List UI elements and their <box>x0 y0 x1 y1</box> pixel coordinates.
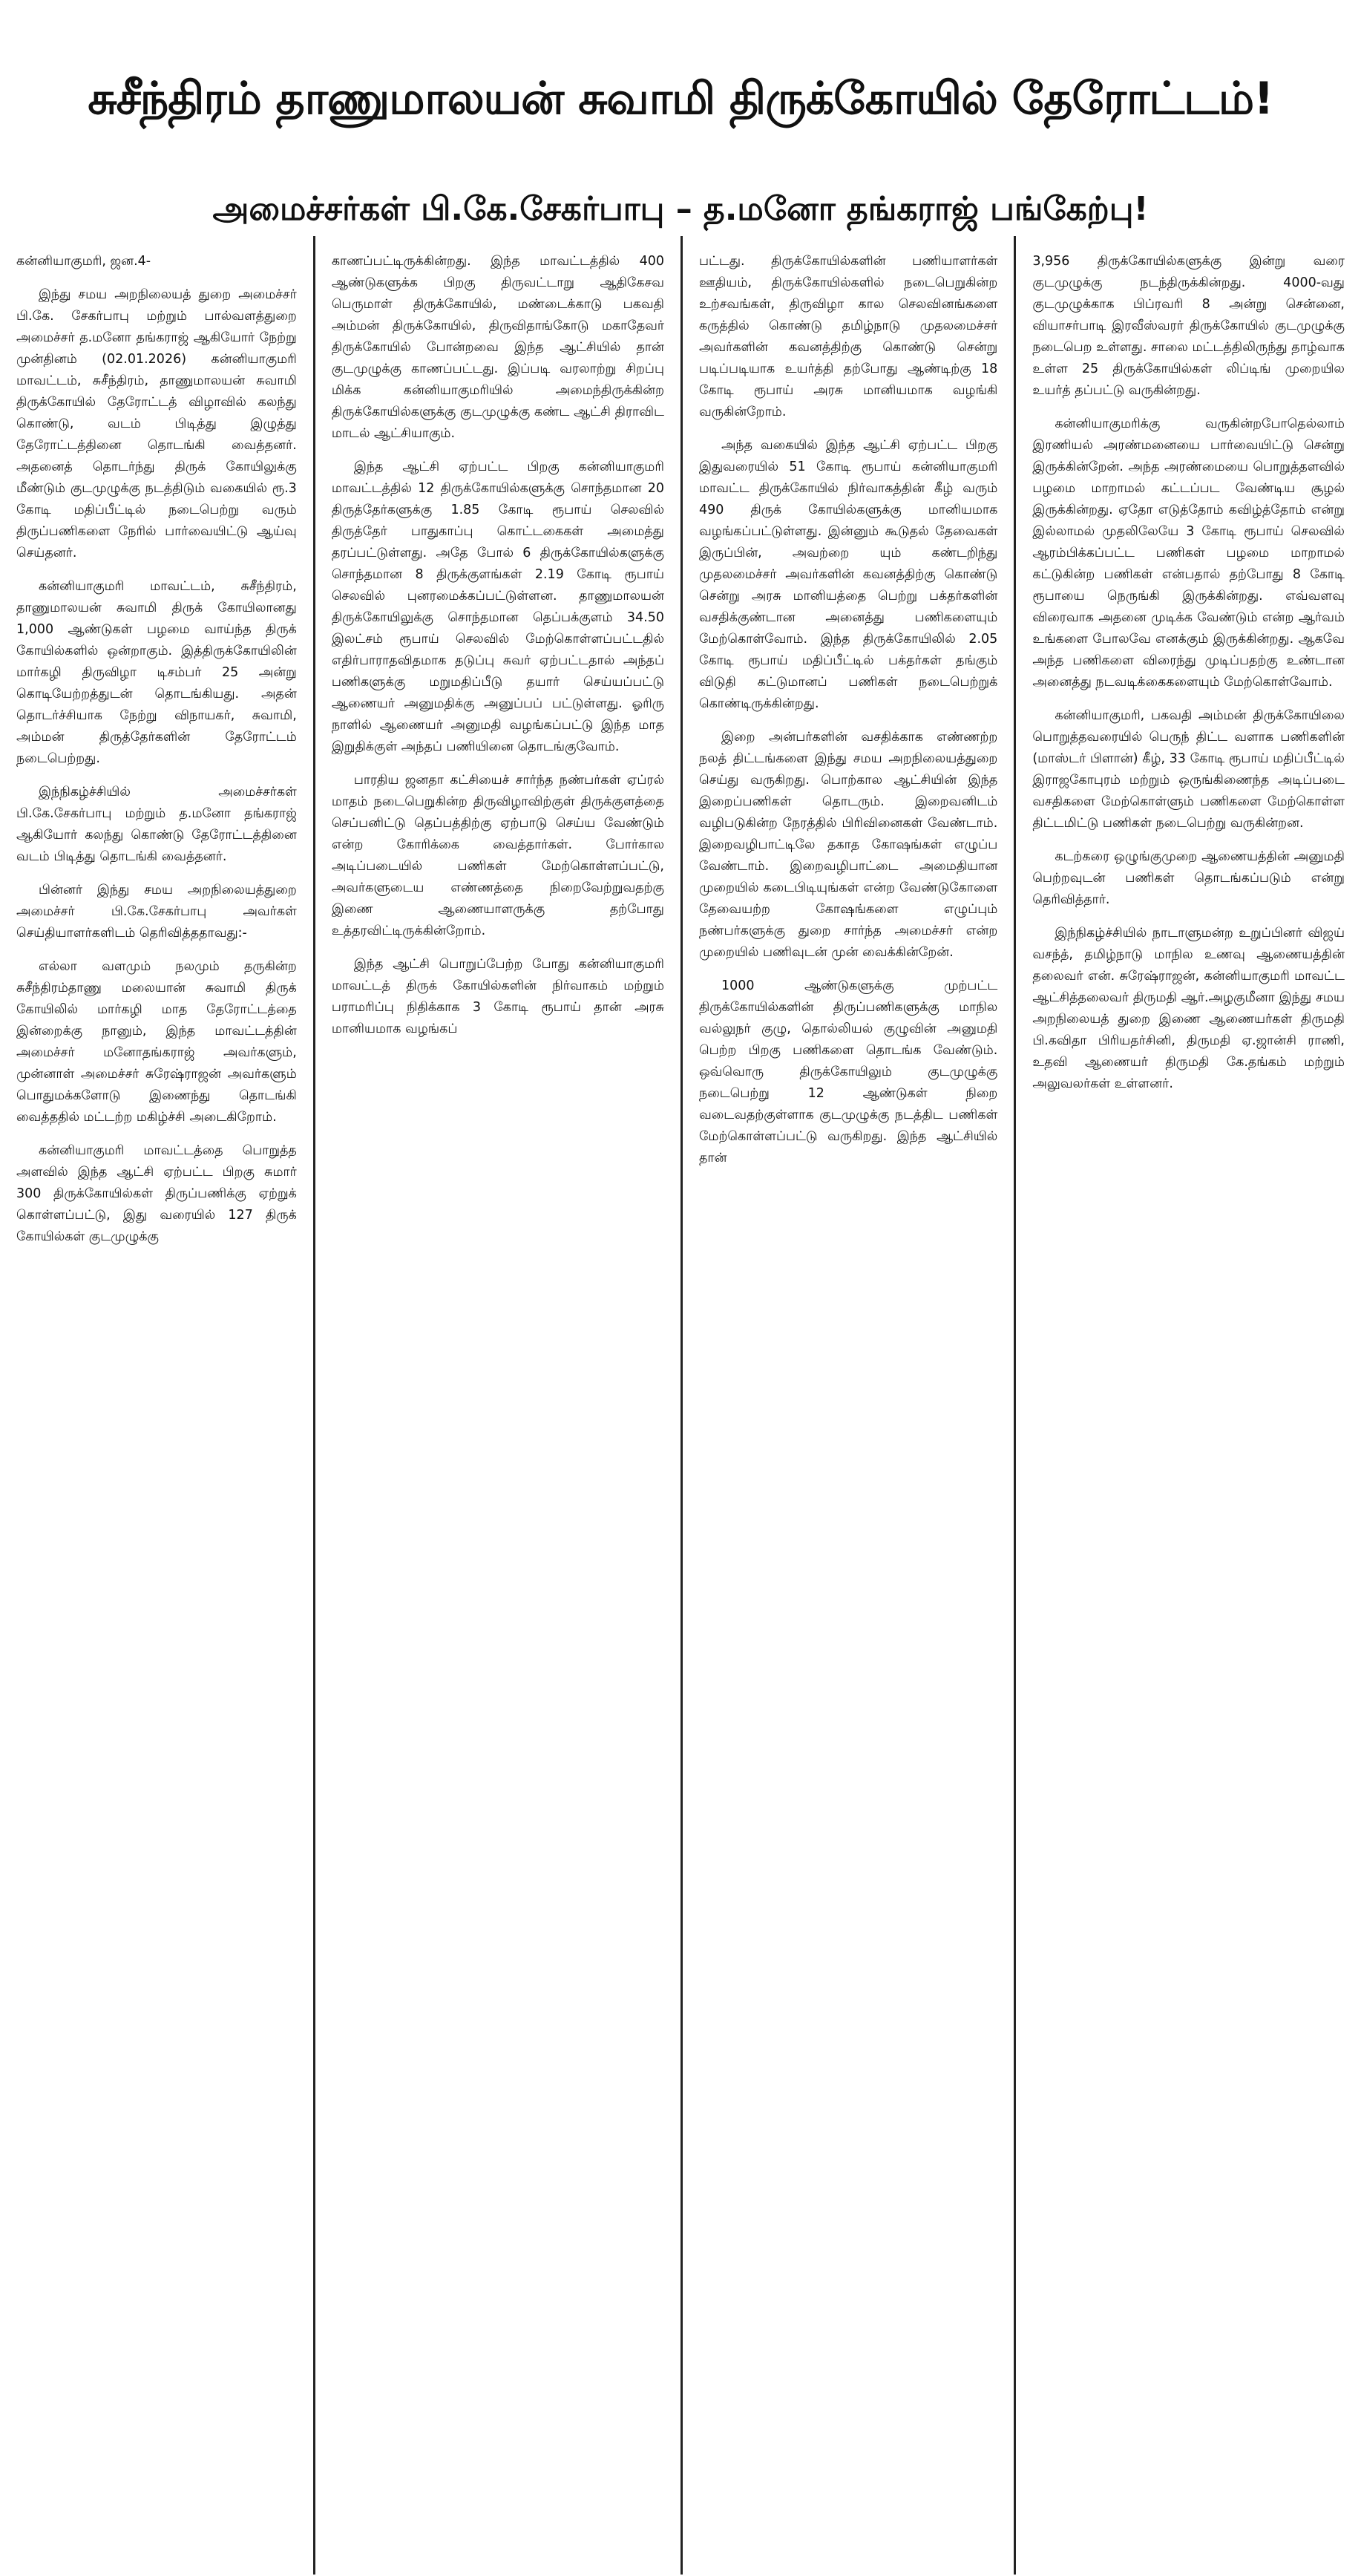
paragraph: அந்த வகையில் இந்த ஆட்சி ஏற்பட்ட பிறகு இதுவரையில் 51 கோடி ரூபாய் கன்னியாகுமரி மாவட்ட திருக்கோயில் நிர்வாகத்தின் கீழ் வரும் 490 திருக் கோயில்களுக்கு மானியமாக வழங்கப்பட்டுள்ளது. இன்னும் கூடுதல் தேவைகள் இருப்பின், அவற்றை யும் கண்டறிந்து முதலமைச்சர் அவர்களின் கவனத்திற்கு கொண்டு சென்று அரசு மானியத்தை பெற்று பக்தர்களின் வசதிக்குண்டான அனைத்து பணிகளையும் மேற்கொள்வோம். இந்த திருக்கோயிலில் 2.05 கோடி ரூபாய் மதிப்பீட்டில் பக்தர்கள் தங்கும் விடுதி கட்டுமானப் பணிகள் நடைபெற்றுக் கொண்டிருக்கின்றது. <box>698 438 998 711</box>
paragraph: இந்நிகழ்ச்சியில் நாடாளுமன்ற உறுப்பினர் விஜய் வசந்த், தமிழ்நாடு மாநில உணவு ஆணையத்தின் தலைவர் என். சுரேஷ்ராஜன், கன்னியாகுமரி மாவட்ட ஆட்சித்தலைவர் திருமதி ஆர்.அழகுமீனா இந்து சமய அறநிலையத் துறை இணை ஆணையர்கள் திருமதி பி.கவிதா பிரியதர்சினி, திருமதி ஏ.ஜான்சி ராணி, உதவி ஆணையர் திருமதி கே.தங்கம் மற்றும் அலுவலர்கள் உள்ளனர். <box>1032 926 1345 1091</box>
paragraph: இந்து சமய அறநிலையத் துறை அமைச்சர் பி.கே. சேகர்பாபு மற்றும் பால்வளத்துறை அமைச்சர் த.மனோ தங்கராஜ் ஆகியோர் நேற்று முன்தினம் (02.01.2026) கன்னியாகுமரி மாவட்டம், சுசீந்திரம், தாணுமாலயன் சுவாமி திருக்கோயில் தேரோட்டத் விழாவில் கலந்து கொண்டு, வடம் பிடித்து இழுத்து தேரோட்டத்தினை தொடங்கி வைத்தனர். அதனைத் தொடர்ந்து திருக் கோயிலுக்கு மீண்டும் குடமுழுக்கு நடத்திடும் வகையில் ரூ.3 கோடி மதிப்பீட்டில் நடைபெற்று வரும் திருப்பணிகளை நேரில் பார்வையிட்டு ஆய்வு செய்தனர். <box>16 287 297 560</box>
paragraph: கன்னியாகுமரி மாவட்டம், சுசீந்திரம், தாணுமாலயன் சுவாமி திருக் கோயிலானது 1,000 ஆண்டுகள் பழமை வாய்ந்த திருக் கோயில்களில் ஒன்றாகும். இத்திருக்கோயிலின் மார்கழி திருவிழா டிசம்பர் 25 அன்று கொடியேற்றத்துடன் தொடங்கியது. அதன் தொடர்ச்சியாக நேற்று விநாயகர், சுவாமி, அம்மன் திருத்தேர்களின் தேரோட்டம் நடைபெற்றது. <box>16 579 297 766</box>
column-3 <box>680 236 1014 2575</box>
paragraph: இந்நிகழ்ச்சியில் அமைச்சர்கள் பி.கே.சேகர்பாபு மற்றும் த.மனோ தங்கராஜ் ஆகியோர் கலந்து கொண்டு தேரோட்டத்தினை வடம் பிடித்து தொடங்கி வைத்தனர். <box>16 785 297 864</box>
paragraph: கன்னியாகுமரி, பகவதி அம்மன் திருக்கோயிலை பொறுத்தவரையில் பெருந் திட்ட வளாக பணிகளின் (மாஸ்டர் பிளான்) கீழ், 33 கோடி ரூபாய் மதிப்பீட்டில் இராஜகோபுரம் மற்றும் ஒருங்கிணைந்த அடிப்படை வசதிகளை மேற்கொள்ளும் பணிகளை மேற்கொள்ள திட்டமிட்டு பணிகள் நடைபெற்று வருகின்றன. <box>1032 708 1345 831</box>
column-4 <box>1014 236 1361 2575</box>
dateline: கன்னியாகுமரி, ஜன.4- <box>16 254 151 269</box>
subheadline: அமைச்சர்கள் பி.கே.சேகர்பாபு – த.மனோ தங்கராஜ் பங்கேற்பு! <box>212 189 1149 228</box>
paragraph: 3,956 திருக்கோயில்களுக்கு இன்று வரை குடமுழுக்கு நடந்திருக்கின்றது. 4000-வது குடமுழுக்காக பிப்ரவரி 8 அன்று சென்னை, வியாசர்பாடி இரவீஸ்வரர் திருக்கோயில் குடமுழுக்கு நடைபெற உள்ளது. சாலை மட்டத்திலிருந்து தாழ்வாக உள்ள 25 திருக்கோயில்கள் லிப்டிங் முறையில உயர்த் தப்பட்டு வருகின்றது. <box>1032 254 1345 398</box>
paragraph: கன்னியாகுமரிக்கு வருகின்றபோதெல்லாம் இரணியல் அரண்மனையை பார்வையிட்டு சென்று இருக்கின்றேன். அந்த அரண்மையை பொறுத்தளவில் பழமை மாறாமல் கட்டப்பட வேண்டிய சூழல் இருக்கின்றது. ஏதோ எடுத்தோம் கவிழ்த்தோம் என்று இல்லாமல் முதலிலேயே 3 கோடி ரூபாய் செலவில் ஆரம்பிக்கப்பட்ட பணிகள் பழமை மாறாமல் கட்டுகின்ற பணிகள் என்பதால் தற்போது 8 கோடி ரூபாயை நெருங்கி இருக்கின்றது. எவ்வளவு விரைவாக அதனை முடிக்க வேண்டும் என்ற ஆர்வம் உங்களை போலவே எனக்கும் இருக்கின்றது. ஆகவே அந்த பணிகளை விரைந்து முடிப்பதற்கு உண்டான அனைத்து நடவடிக்கைகளையும் மேற்கொள்வோம். <box>1032 416 1345 690</box>
paragraph: இந்த ஆட்சி ஏற்பட்ட பிறகு கன்னியாகுமரி மாவட்டத்தில் 12 திருக்கோயில்களுக்கு சொந்தமான 20 திருத்தேர்களுக்கு 1.85 கோடி ரூபாய் செலவில் திருத்தேர் பாதுகாப்பு கொட்டகைகள் அமைத்து தரப்பட்டுள்ளது. அதே போல் 6 திருக்கோயில்களுக்கு சொந்தமான 8 திருக்குளங்கள் 2.19 கோடி ரூபாய் செலவில் புனரமைக்கப்பட்டுள்ளன. தாணுமாலயன் திருக்கோயிலுக்கு சொந்தமான தெப்பக்குளம் 34.50 இலட்சம் ரூபாய் செலவில் மேற்கொள்ளப்பட்டதில் எதிர்பாராதவிதமாக தடுப்பு சுவர் ஏற்பட்டதால் அந்தப் பணிகளுக்கு மறுமதிப்பீடு தயார் செய்யப்பட்டு ஆணையர் அனுமதிக்கு அனுப்பப் பட்டுள்ளது. ஓரிரு நாளில் ஆணையர் அனுமதி வழங்கப்பட்டு இந்த மாத இறுதிக்குள் அந்தப் பணியினை தொடங்குவோம். <box>331 460 664 754</box>
paragraph: பின்னர் இந்து சமய அறநிலையத்துறை அமைச்சர் பி.கே.சேகர்பாபு அவர்கள் செய்தியாளர்களிடம் தெரிவித்ததாவது:- <box>16 883 297 941</box>
headline: சுசீந்திரம் தாணுமாலயன் சுவாமி திருக்கோயில் தேரோட்டம்! <box>88 73 1273 125</box>
paragraph: கன்னியாகுமரி மாவட்டத்தை பொறுத்த அளவில் இந்த ஆட்சி ஏற்பட்ட பிறகு சுமார் 300 திருக்கோயில்கள் திருப்பணிக்கு ஏற்றுக் கொள்ளப்பட்டு, இது வரையில் 127 திருக் கோயில்கள் குடமுழுக்கு <box>16 1143 297 1244</box>
column-1 <box>0 236 313 2575</box>
paragraph: இந்த ஆட்சி பொறுப்பேற்ற போது கன்னியாகுமரி மாவட்டத் திருக் கோயில்களின் நிர்வாகம் மற்றும் பராமரிப்பு நிதிக்காக 3 கோடி ரூபாய் தான் அரசு மானியமாக வழங்கப் <box>331 957 664 1036</box>
paragraph: எல்லா வளமும் நலமும் தருகின்ற சுசீந்திரம்தாணு மலையான் சுவாமி திருக் கோயிலில் மார்கழி மாத தேரோட்டத்தை இன்றைக்கு நானும், இந்த மாவட்டத்தின் அமைச்சர் மனோதங்கராஜ் அவர்களும், முன்னாள் அமைச்சர் சுரேஷ்ராஜன் அவர்களும் பொதுமக்களோடு இணைந்து தொடங்கி வைத்ததில் மட்டற்ற மகிழ்ச்சி அடைகிறோம். <box>16 959 297 1125</box>
paragraph: பாரதிய ஜனதா கட்சியைச் சார்ந்த நண்பர்கள் ஏப்ரல் மாதம் நடைபெறுகின்ற திருவிழாவிற்குள் திருக்குளத்தை செப்பனிட்டு தெப்பத்திற்கு ஏற்பாடு செய்ய வேண்டும் என்ற கோரிக்கை வைத்தார்கள். போர்கால அடிப்படையில் பணிகள் மேற்கொள்ளப்பட்டு, அவர்களுடைய எண்ணத்தை நிறைவேற்றுவதற்கு இணை ஆணையாளருக்கு தற்போது உத்தரவிட்டிருக்கின்றோம். <box>331 773 664 938</box>
column-2 <box>313 236 680 2575</box>
paragraph: காணப்பட்டிருக்கின்றது. இந்த மாவட்டத்தில் 400 ஆண்டுகளுக்க பிறகு திருவட்டாறு ஆதிகேசவ பெருமாள் திருக்கோயில், மண்டைக்காடு பகவதி அம்மன் திருக்கோயில், திருவிதாங்கோடு மகாதேவர் திருக்கோயில் போன்றவை இந்த ஆட்சியில் தான் குடமுழுக்கு காணப்பட்டது. இப்படி வரலாற்று சிறப்பு மிக்க கன்னியாகுமரியில் அமைந்திருக்கின்ற திருக்கோயில்களுக்கு குடமுழுக்கு கண்ட ஆட்சி திராவிட மாடல் ஆட்சியாகும். <box>331 254 664 441</box>
paragraph: கடற்கரை ஒழுங்குமுறை ஆணையத்தின் அனுமதி பெற்றவுடன் பணிகள் தொடங்கப்படும் என்று தெரிவித்தார். <box>1032 849 1345 907</box>
paragraph: 1000 ஆண்டுகளுக்கு முற்பட்ட திருக்கோயில்களின் திருப்பணிகளுக்கு மாநில வல்லுநர் குழு, தொல்லியல் குழுவின் அனுமதி பெற்ற பிறகு பணிகளை தொடங்க வேண்டும். ஒவ்வொரு திருக்கோயிலும் குடமுழுக்கு நடைபெற்று 12 ஆண்டுகள் நிறை வடைவதற்குள்ளாக குடமுழுக்கு நடத்திட பணிகள் மேற்கொள்ளப்பட்டு வருகிறது. இந்த ஆட்சியில் தான் <box>698 978 998 1166</box>
paragraph: பட்டது. திருக்கோயில்களின் பணியாளர்கள் ஊதியம், திருக்கோயில்களில் நடைபெறுகின்ற உற்சவங்கள், திருவிழா கால செலவினங்களை கருத்தில் கொண்டு தமிழ்நாடு முதலமைச்சர் அவர்களின் கவனத்திற்கு கொண்டு சென்று படிப்படியாக உயர்த்தி தற்போது ஆண்டிற்கு 18 கோடி ரூபாய் அரசு மானியமாக வழங்கி வருகின்றோம். <box>698 254 998 419</box>
article-columns <box>0 236 1361 2575</box>
paragraph: இறை அன்பர்களின் வசதிக்காக எண்ணற்ற நலத் திட்டங்களை இந்து சமய அறநிலையத்துறை செய்து வருகிறது. பொற்கால ஆட்சியின் இந்த இறைப்பணிகள் தொடரும். இறைவனிடம் வழிபடுகின்ற நேரத்தில் பிரிவினைகள் வேண்டாம். இறைவழிபாட்டிலே தகாத கோஷங்கள் எழுப்ப வேண்டாம். இறைவழிபாட்டை அமைதியான முறையில் கடைபிடியுங்கள் என்ற வேண்டுகோளை தேவையற்ற கோஷங்களை எழுப்பும் நண்பர்களுக்கு துறை சார்ந்த அமைச்சர் என்ற முறையில் பணிவுடன் முன் வைக்கின்றேன். <box>698 730 998 960</box>
